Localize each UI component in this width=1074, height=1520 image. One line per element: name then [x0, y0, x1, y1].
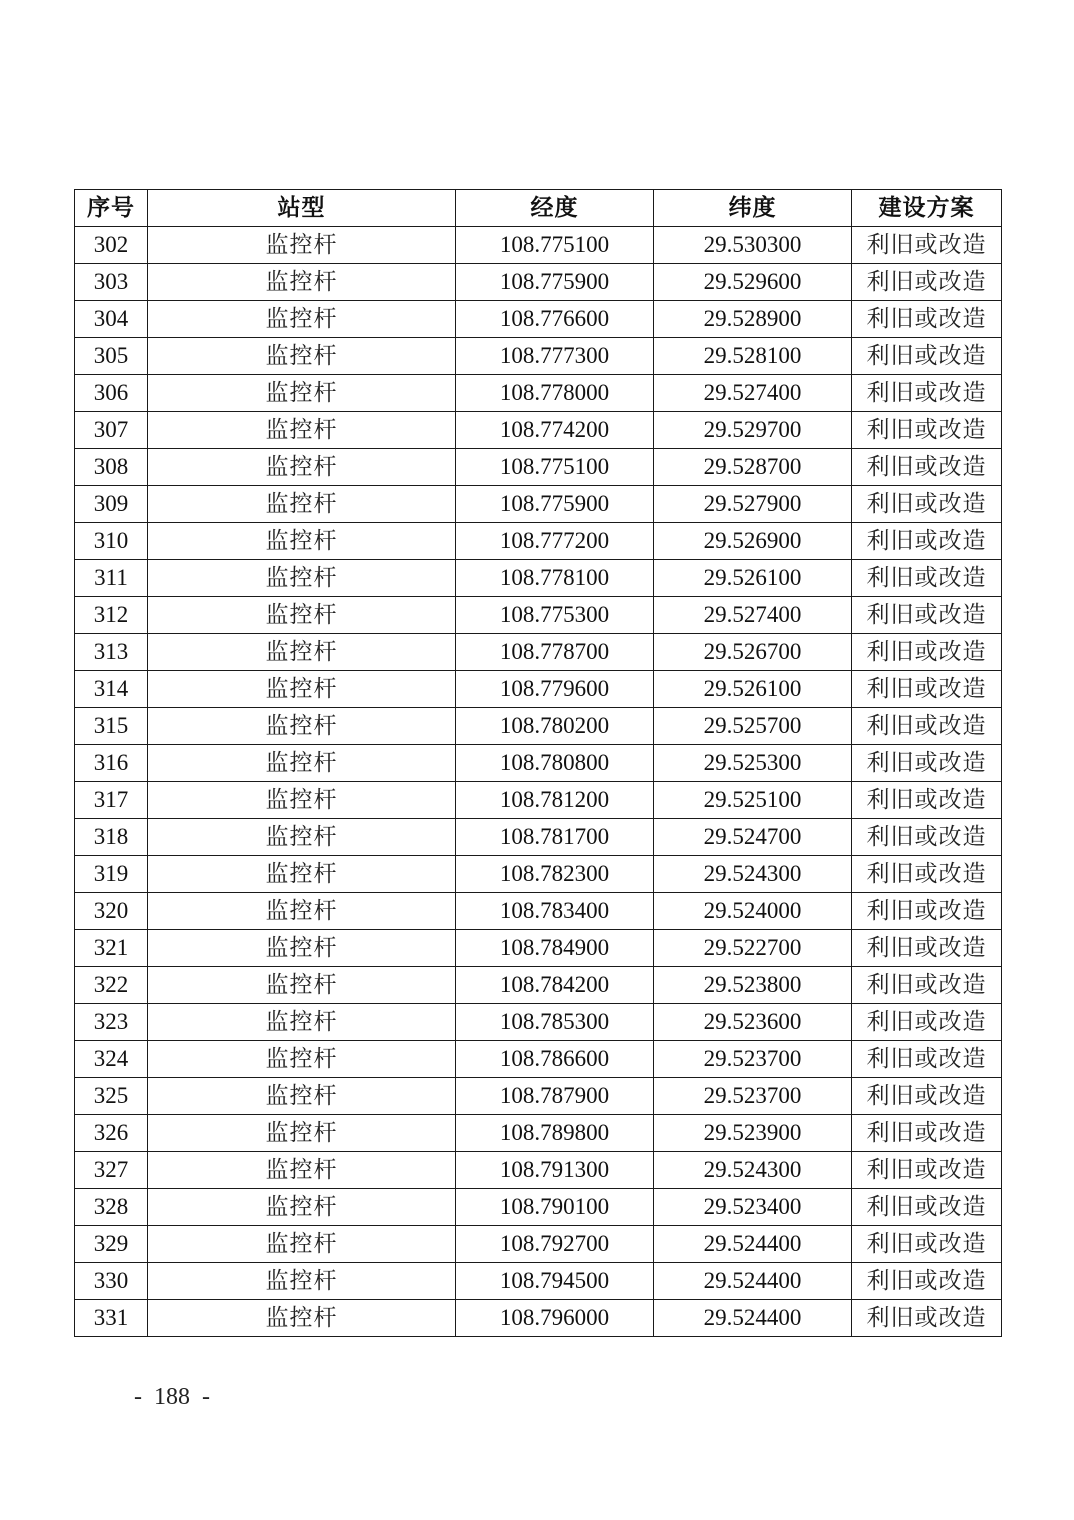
table-row — [75, 1078, 1002, 1115]
table-row — [75, 301, 1002, 338]
cell-station-type: 监控杆 — [148, 1152, 456, 1189]
cell-longitude: 108.781700 — [456, 819, 654, 856]
site-table — [74, 189, 1002, 1337]
cell-seq: 330 — [75, 1263, 148, 1300]
cell-latitude: 29.524300 — [654, 856, 852, 893]
table-row — [75, 597, 1002, 634]
table-header — [75, 190, 1002, 227]
cell-seq: 313 — [75, 634, 148, 671]
cell-plan: 利旧或改造 — [852, 1115, 1002, 1152]
table-row — [75, 1300, 1002, 1337]
cell-station-type: 监控杆 — [148, 560, 456, 597]
cell-seq: 314 — [75, 671, 148, 708]
cell-plan: 利旧或改造 — [852, 1041, 1002, 1078]
cell-plan: 利旧或改造 — [852, 1226, 1002, 1263]
cell-plan: 利旧或改造 — [852, 1152, 1002, 1189]
table-row — [75, 930, 1002, 967]
cell-latitude: 29.527900 — [654, 486, 852, 523]
cell-station-type: 监控杆 — [148, 1115, 456, 1152]
cell-seq: 329 — [75, 1226, 148, 1263]
cell-seq: 318 — [75, 819, 148, 856]
cell-latitude: 29.524300 — [654, 1152, 852, 1189]
cell-station-type: 监控杆 — [148, 1300, 456, 1337]
cell-plan: 利旧或改造 — [852, 1078, 1002, 1115]
table-row — [75, 1152, 1002, 1189]
cell-station-type: 监控杆 — [148, 338, 456, 375]
header-plan: 建设方案 — [852, 190, 1002, 227]
cell-longitude: 108.789800 — [456, 1115, 654, 1152]
cell-plan: 利旧或改造 — [852, 856, 1002, 893]
cell-station-type: 监控杆 — [148, 1078, 456, 1115]
cell-latitude: 29.529600 — [654, 264, 852, 301]
cell-latitude: 29.523700 — [654, 1078, 852, 1115]
table-row — [75, 338, 1002, 375]
cell-latitude: 29.525100 — [654, 782, 852, 819]
cell-longitude: 108.774200 — [456, 412, 654, 449]
cell-seq: 311 — [75, 560, 148, 597]
cell-station-type: 监控杆 — [148, 893, 456, 930]
cell-longitude: 108.786600 — [456, 1041, 654, 1078]
cell-seq: 317 — [75, 782, 148, 819]
cell-station-type: 监控杆 — [148, 1263, 456, 1300]
cell-plan: 利旧或改造 — [852, 597, 1002, 634]
cell-latitude: 29.523900 — [654, 1115, 852, 1152]
cell-latitude: 29.530300 — [654, 227, 852, 264]
cell-station-type: 监控杆 — [148, 856, 456, 893]
cell-latitude: 29.525700 — [654, 708, 852, 745]
cell-longitude: 108.794500 — [456, 1263, 654, 1300]
cell-station-type: 监控杆 — [148, 597, 456, 634]
cell-longitude: 108.778100 — [456, 560, 654, 597]
cell-station-type: 监控杆 — [148, 930, 456, 967]
cell-station-type: 监控杆 — [148, 745, 456, 782]
cell-longitude: 108.782300 — [456, 856, 654, 893]
cell-station-type: 监控杆 — [148, 1226, 456, 1263]
table-row — [75, 486, 1002, 523]
cell-latitude: 29.523800 — [654, 967, 852, 1004]
cell-plan: 利旧或改造 — [852, 893, 1002, 930]
cell-seq: 308 — [75, 449, 148, 486]
table-row — [75, 967, 1002, 1004]
cell-plan: 利旧或改造 — [852, 486, 1002, 523]
cell-plan: 利旧或改造 — [852, 301, 1002, 338]
cell-longitude: 108.783400 — [456, 893, 654, 930]
cell-station-type: 监控杆 — [148, 1041, 456, 1078]
cell-seq: 327 — [75, 1152, 148, 1189]
cell-plan: 利旧或改造 — [852, 819, 1002, 856]
cell-station-type: 监控杆 — [148, 449, 456, 486]
cell-latitude: 29.526700 — [654, 634, 852, 671]
header-longitude: 经度 — [456, 190, 654, 227]
table-row — [75, 856, 1002, 893]
cell-seq: 323 — [75, 1004, 148, 1041]
cell-station-type: 监控杆 — [148, 264, 456, 301]
cell-seq: 309 — [75, 486, 148, 523]
cell-longitude: 108.780200 — [456, 708, 654, 745]
cell-seq: 312 — [75, 597, 148, 634]
cell-latitude: 29.524400 — [654, 1226, 852, 1263]
cell-seq: 321 — [75, 930, 148, 967]
cell-plan: 利旧或改造 — [852, 634, 1002, 671]
cell-plan: 利旧或改造 — [852, 449, 1002, 486]
cell-station-type: 监控杆 — [148, 819, 456, 856]
cell-longitude: 108.776600 — [456, 301, 654, 338]
cell-seq: 304 — [75, 301, 148, 338]
cell-latitude: 29.526100 — [654, 671, 852, 708]
cell-plan: 利旧或改造 — [852, 338, 1002, 375]
cell-plan: 利旧或改造 — [852, 930, 1002, 967]
cell-station-type: 监控杆 — [148, 1189, 456, 1226]
cell-seq: 326 — [75, 1115, 148, 1152]
cell-seq: 302 — [75, 227, 148, 264]
cell-longitude: 108.784200 — [456, 967, 654, 1004]
cell-longitude: 108.775900 — [456, 264, 654, 301]
cell-plan: 利旧或改造 — [852, 1189, 1002, 1226]
cell-plan: 利旧或改造 — [852, 782, 1002, 819]
cell-seq: 320 — [75, 893, 148, 930]
cell-longitude: 108.775900 — [456, 486, 654, 523]
table-row — [75, 1263, 1002, 1300]
table-row — [75, 264, 1002, 301]
cell-latitude: 29.526100 — [654, 560, 852, 597]
cell-seq: 331 — [75, 1300, 148, 1337]
cell-latitude: 29.525300 — [654, 745, 852, 782]
cell-station-type: 监控杆 — [148, 708, 456, 745]
table-row — [75, 782, 1002, 819]
cell-station-type: 监控杆 — [148, 782, 456, 819]
cell-station-type: 监控杆 — [148, 523, 456, 560]
table-row — [75, 893, 1002, 930]
cell-latitude: 29.527400 — [654, 375, 852, 412]
cell-latitude: 29.524700 — [654, 819, 852, 856]
cell-latitude: 29.524400 — [654, 1263, 852, 1300]
cell-longitude: 108.791300 — [456, 1152, 654, 1189]
table-row — [75, 560, 1002, 597]
cell-plan: 利旧或改造 — [852, 412, 1002, 449]
table-row — [75, 1189, 1002, 1226]
cell-longitude: 108.775100 — [456, 227, 654, 264]
cell-longitude: 108.775300 — [456, 597, 654, 634]
cell-latitude: 29.523700 — [654, 1041, 852, 1078]
cell-longitude: 108.779600 — [456, 671, 654, 708]
cell-latitude: 29.522700 — [654, 930, 852, 967]
table-body — [75, 227, 1002, 1337]
table-row — [75, 1226, 1002, 1263]
cell-latitude: 29.528700 — [654, 449, 852, 486]
table-row — [75, 1004, 1002, 1041]
cell-longitude: 108.787900 — [456, 1078, 654, 1115]
table-row — [75, 745, 1002, 782]
cell-latitude: 29.527400 — [654, 597, 852, 634]
table-row — [75, 412, 1002, 449]
cell-plan: 利旧或改造 — [852, 745, 1002, 782]
cell-station-type: 监控杆 — [148, 671, 456, 708]
page-number: - 188 - — [134, 1384, 210, 1410]
cell-longitude: 108.778700 — [456, 634, 654, 671]
cell-seq: 319 — [75, 856, 148, 893]
table-row — [75, 671, 1002, 708]
cell-plan: 利旧或改造 — [852, 523, 1002, 560]
cell-seq: 328 — [75, 1189, 148, 1226]
cell-longitude: 108.790100 — [456, 1189, 654, 1226]
cell-longitude: 108.796000 — [456, 1300, 654, 1337]
table-row — [75, 634, 1002, 671]
cell-plan: 利旧或改造 — [852, 264, 1002, 301]
cell-plan: 利旧或改造 — [852, 375, 1002, 412]
cell-seq: 306 — [75, 375, 148, 412]
cell-seq: 305 — [75, 338, 148, 375]
cell-latitude: 29.529700 — [654, 412, 852, 449]
cell-plan: 利旧或改造 — [852, 227, 1002, 264]
cell-plan: 利旧或改造 — [852, 708, 1002, 745]
cell-longitude: 108.777300 — [456, 338, 654, 375]
cell-plan: 利旧或改造 — [852, 967, 1002, 1004]
cell-station-type: 监控杆 — [148, 227, 456, 264]
cell-seq: 310 — [75, 523, 148, 560]
cell-seq: 325 — [75, 1078, 148, 1115]
cell-longitude: 108.775100 — [456, 449, 654, 486]
cell-seq: 303 — [75, 264, 148, 301]
cell-seq: 322 — [75, 967, 148, 1004]
cell-longitude: 108.785300 — [456, 1004, 654, 1041]
table-row — [75, 375, 1002, 412]
header-latitude: 纬度 — [654, 190, 852, 227]
table-row — [75, 1115, 1002, 1152]
table-row — [75, 819, 1002, 856]
header-seq: 序号 — [75, 190, 148, 227]
cell-seq: 307 — [75, 412, 148, 449]
cell-latitude: 29.524400 — [654, 1300, 852, 1337]
cell-station-type: 监控杆 — [148, 634, 456, 671]
cell-seq: 315 — [75, 708, 148, 745]
cell-longitude: 108.784900 — [456, 930, 654, 967]
cell-seq: 316 — [75, 745, 148, 782]
cell-station-type: 监控杆 — [148, 412, 456, 449]
cell-station-type: 监控杆 — [148, 1004, 456, 1041]
cell-latitude: 29.528100 — [654, 338, 852, 375]
header-row — [75, 190, 1002, 227]
cell-plan: 利旧或改造 — [852, 1004, 1002, 1041]
cell-plan: 利旧或改造 — [852, 560, 1002, 597]
cell-longitude: 108.778000 — [456, 375, 654, 412]
cell-seq: 324 — [75, 1041, 148, 1078]
cell-plan: 利旧或改造 — [852, 671, 1002, 708]
cell-longitude: 108.781200 — [456, 782, 654, 819]
cell-longitude: 108.777200 — [456, 523, 654, 560]
header-station-type: 站型 — [148, 190, 456, 227]
table-row — [75, 523, 1002, 560]
cell-latitude: 29.526900 — [654, 523, 852, 560]
cell-station-type: 监控杆 — [148, 375, 456, 412]
cell-longitude: 108.780800 — [456, 745, 654, 782]
cell-station-type: 监控杆 — [148, 967, 456, 1004]
table-row — [75, 449, 1002, 486]
table-row — [75, 227, 1002, 264]
cell-plan: 利旧或改造 — [852, 1263, 1002, 1300]
cell-latitude: 29.523400 — [654, 1189, 852, 1226]
cell-station-type: 监控杆 — [148, 486, 456, 523]
cell-longitude: 108.792700 — [456, 1226, 654, 1263]
cell-station-type: 监控杆 — [148, 301, 456, 338]
cell-latitude: 29.524000 — [654, 893, 852, 930]
table-row — [75, 708, 1002, 745]
cell-plan: 利旧或改造 — [852, 1300, 1002, 1337]
cell-latitude: 29.523600 — [654, 1004, 852, 1041]
cell-latitude: 29.528900 — [654, 301, 852, 338]
table-row — [75, 1041, 1002, 1078]
